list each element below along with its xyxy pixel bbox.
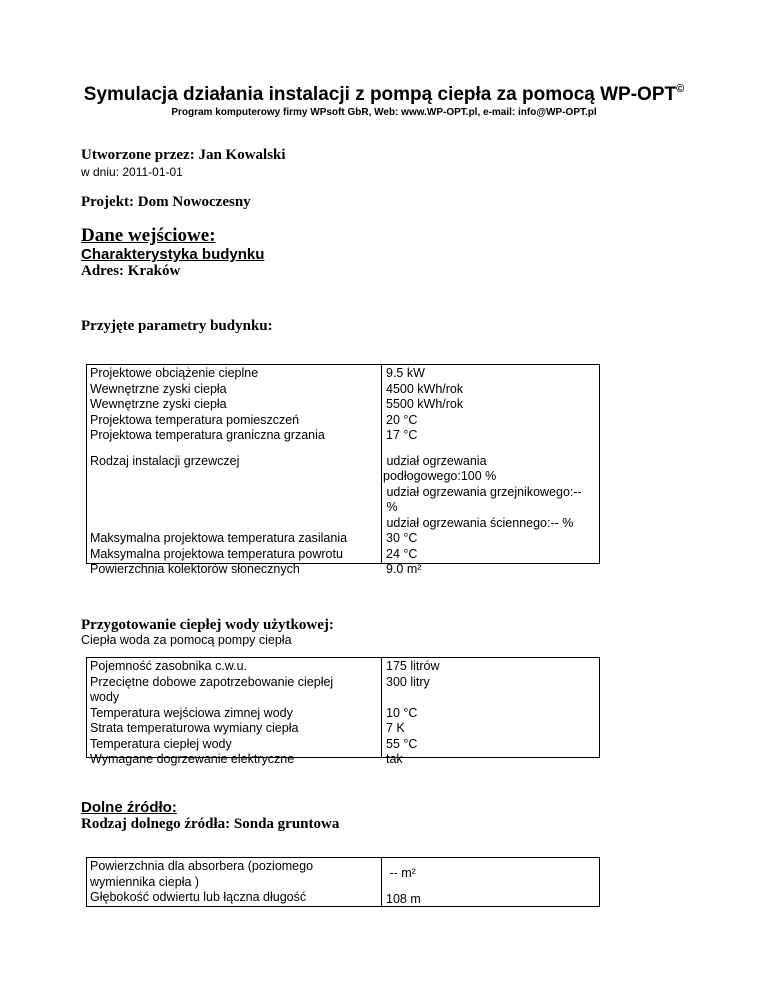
param-value: 4500 kWh/rok [386, 381, 464, 396]
param-value: 17 °C [386, 428, 418, 442]
heating-share-line: udział ogrzewania grzejnikowego:-- [383, 484, 582, 499]
document-title: Symulacja działania instalacji z pompą ciepła za pomocą WP-OPT© [83, 83, 685, 105]
hw-label: Wymagane dogrzewanie elektryczne [90, 752, 295, 766]
heating-share-line: udział ogrzewania ściennego:-- % [383, 515, 574, 530]
heating-share-line: podłogowego:100 % [383, 469, 497, 483]
param-label: Powierzchnia kolektorów słonecznych [90, 562, 300, 576]
hot-water-table [86, 657, 600, 766]
hot-water-labels [87, 658, 382, 766]
param-value: 30 °C [386, 531, 418, 545]
param-label: Maksymalna projektowa temperatura zasilania [90, 531, 348, 545]
created-by: Utworzone przez: Jan Kowalski [81, 147, 286, 163]
input-data-heading: Dane wejściowe: [81, 225, 216, 246]
spacer [86, 449, 600, 450]
hot-water-heading: Przygotowanie ciepłej wody użytkowej: [81, 617, 334, 633]
building-params-table [86, 364, 600, 576]
address: Adres: Kraków [81, 263, 181, 279]
hw-value: tak [386, 752, 403, 766]
source-label: Powierzchnia dla absorbera (poziomego [90, 859, 314, 873]
param-label: Projektowa temperatura pomieszczeń [90, 412, 300, 427]
project-name: Projekt: Dom Nowoczesny [81, 194, 251, 210]
hw-label: Przeciętne dobowe zapotrzebowanie ciepłej [90, 674, 334, 689]
hw-value: 7 K [386, 721, 405, 735]
heating-share-line: udział ogrzewania [383, 453, 487, 468]
lower-source-table [86, 857, 600, 907]
hw-value: 300 litry [386, 674, 430, 689]
source-label: Głębokość odwiertu lub łączna długość [90, 890, 307, 904]
lower-source-values [382, 858, 599, 907]
heating-share-line: % [383, 500, 398, 514]
created-date: w dniu: 2011-01-01 [81, 165, 183, 179]
copyright-mark: © [676, 83, 685, 95]
param-label: Projektowe obciążenie cieplne [90, 366, 259, 380]
document-subtitle: Program komputerowy firmy WPsoft GbR, Web: www.WP-OPT.pl, e-mail: info@WP-OPT.pl [171, 107, 597, 118]
param-value: 24 °C [386, 546, 418, 561]
param-value: 20 °C [386, 412, 418, 427]
hw-label: Strata temperaturowa wymiany ciepła [90, 721, 299, 735]
hw-label: wody [90, 690, 120, 704]
hw-value: 10 °C [386, 705, 418, 720]
hw-label: Temperatura wejściowa zimnej wody [90, 705, 293, 720]
source-label: wymiennika ciepła ) [90, 874, 200, 889]
heating-type-label: Rodzaj instalacji grzewczej [90, 453, 240, 468]
source-value: -- m² [386, 866, 416, 880]
lower-source-heading: Dolne źródło: [81, 799, 177, 816]
param-value: 9.5 kW [386, 366, 425, 380]
param-label: Maksymalna projektowa temperatura powrotu [90, 546, 343, 561]
source-value: 108 m [386, 891, 421, 906]
param-label: Wewnętrzne zyski ciepła [90, 381, 227, 396]
hw-value: 55 °C [386, 736, 418, 751]
lower-source-type: Rodzaj dolnego źródła: Sonda gruntowa [81, 816, 340, 832]
param-label: Projektowa temperatura graniczna grzania [90, 428, 325, 442]
hw-label: Temperatura ciepłej wody [90, 736, 232, 751]
hot-water-subheading: Ciepła woda za pomocą pompy ciepła [81, 633, 292, 647]
param-value: 9.0 m² [386, 562, 422, 576]
building-params-heading: Przyjęte parametry budynku: [81, 318, 273, 334]
hw-value: 175 litrów [386, 659, 440, 673]
lower-source-labels [87, 858, 382, 906]
building-characteristics-heading: Charakterystyka budynku [81, 246, 265, 263]
hw-label: Pojemność zasobnika c.w.u. [90, 659, 248, 673]
building-params-values [382, 365, 599, 576]
hot-water-values [382, 658, 599, 766]
param-label: Wewnętrzne zyski ciepła [90, 397, 227, 411]
param-value: 5500 kWh/rok [386, 397, 464, 411]
building-params-labels [87, 365, 382, 576]
